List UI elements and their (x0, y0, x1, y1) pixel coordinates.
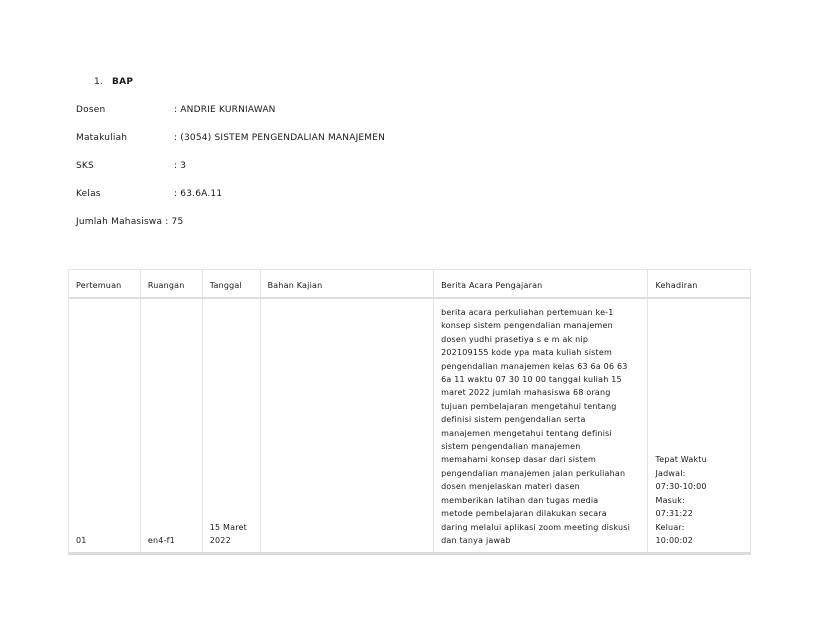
bap-table (68, 269, 751, 555)
header-pertemuan: Pertemuan (69, 270, 141, 299)
cell-tanggal: 15 Maret 2022 (202, 298, 260, 554)
header-kehadiran: Kehadiran (648, 270, 751, 299)
info-row-kelas (76, 189, 222, 199)
header-bahan-kajian: Bahan Kajian (260, 270, 434, 299)
section-title: BAP (112, 77, 134, 87)
section-heading (94, 77, 133, 87)
info-value: : ANDRIE KURNIAWAN (174, 105, 276, 115)
table-header-row (69, 270, 751, 299)
info-label: Jumlah Mahasiswa (76, 217, 163, 227)
header-berita-acara: Berita Acara Pengajaran (434, 270, 648, 299)
info-value: : 3 (174, 161, 187, 171)
header-ruangan: Ruangan (140, 270, 202, 299)
cell-pertemuan: 01 (69, 298, 141, 554)
cell-bahan-kajian (260, 298, 434, 554)
info-row-dosen (76, 105, 276, 115)
table-row (69, 298, 751, 554)
info-label: Matakuliah (76, 133, 128, 143)
info-value: : (3054) SISTEM PENGENDALIAN MANAJEMEN (174, 133, 386, 143)
info-value: : 63.6A.11 (174, 189, 223, 199)
info-row-sks (76, 161, 186, 171)
info-label: SKS (76, 161, 94, 171)
section-number: 1. (94, 77, 103, 87)
info-row-jumlah-mahasiswa (76, 217, 183, 227)
header-tanggal: Tanggal (202, 270, 260, 299)
cell-ruangan: en4-f1 (140, 298, 202, 554)
info-label: Dosen (76, 105, 106, 115)
cell-kehadiran: Tepat Waktu Jadwal: 07:30-10:00 Masuk: 07:31:22 Keluar: 10:00:02 (648, 298, 751, 554)
info-row-matakuliah (76, 133, 385, 143)
info-value: : 75 (165, 217, 184, 227)
info-label: Kelas (76, 189, 101, 199)
cell-berita-acara: berita acara perkuliahan pertemuan ke-1 konsep sistem pengendalian manajemen dosen yudhi prasetiya s e m ak nip 202109155 kode ypa mata kuliah sistem pengendalian manajemen kelas 63 6a 06 63 6a 11 waktu 07 30 10 00 tanggal kuliah 15 maret 2022 jumlah mahasiswa 68 orang tujuan pembelajaran mengetahui tentang definisi sistem pengendalian serta manajemen mengetahui tentang definisi sistem pengendalian manajemen memahami konsep dasar dari sistem pengendalian manajemen jalan perkuliahan dosen menjelaskan materi dasen memberikan latihan dan tugas media metode pembelajaran dilakukan secara daring melalui aplikasi zoom meeting diskusi dan tanya jawab (434, 298, 648, 554)
